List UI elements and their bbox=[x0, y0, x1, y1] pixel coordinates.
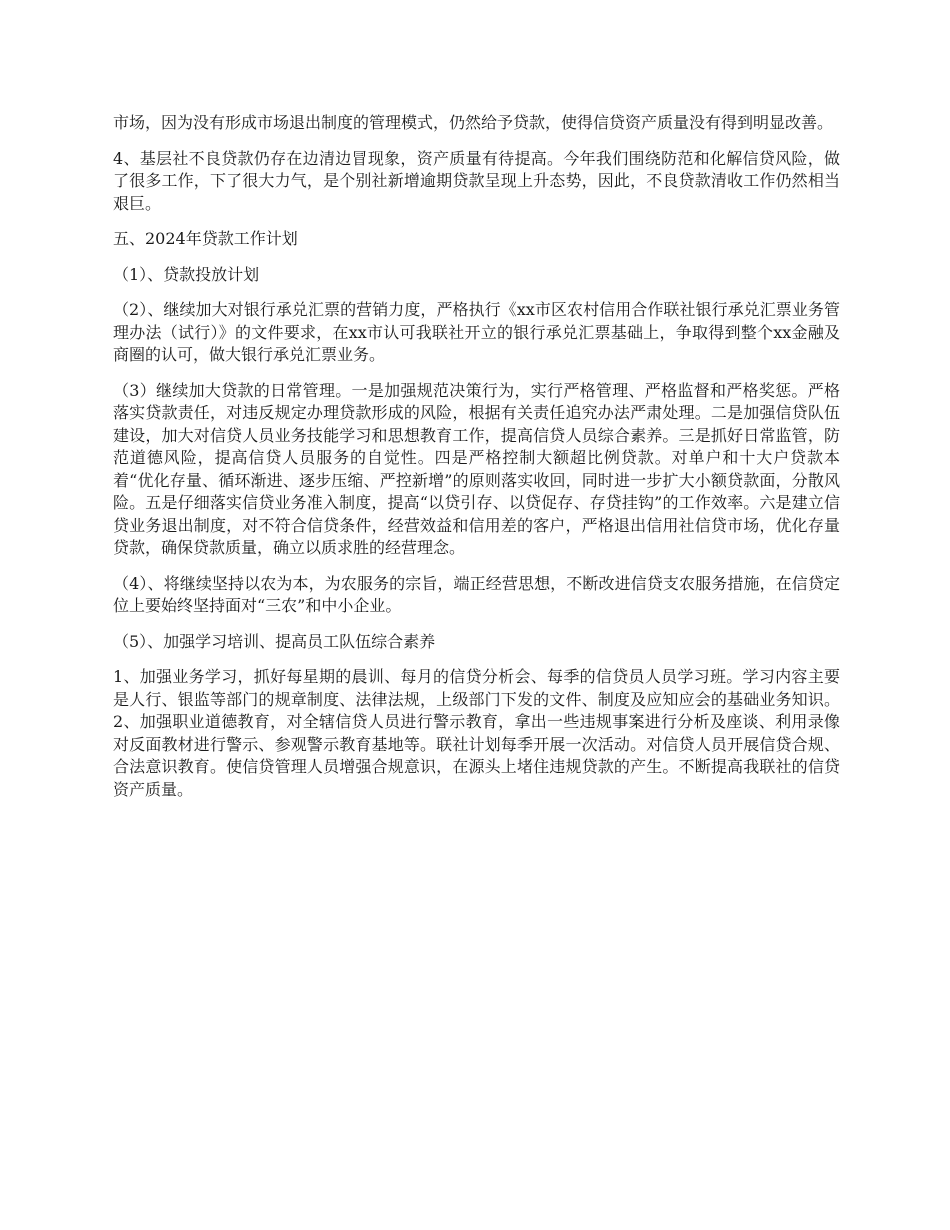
subheading-training: （5）、加强学习培训、提高员工队伍综合素养 bbox=[113, 631, 436, 651]
paragraph-acceptance-bills: （2）、继续加大对银行承兑汇票的营销力度，严格执行《xx市区农村信用合作联社银行承兑汇票业务管理办法（试行）》的文件要求，在xx市认可我联社开立的银行承兑汇票基础上，争取得到整个xx金融及商圈的认可，做大银行承兑汇票业务。 bbox=[113, 300, 840, 364]
subheading-loan-plan: （1）、贷款投放计划 bbox=[113, 264, 260, 284]
section-heading-2024-plan: 五、2024年贷款工作计划 bbox=[113, 229, 298, 248]
paragraph-bad-loans: 4、基层社不良贷款仍存在边清边冒现象，资产质量有待提高。今年我们围绕防范和化解信贷风险，做了很多工作，下了很大力气，是个别社新增逾期贷款呈现上升态势，因此，不良贷款清收工作仍然相当艰巨。 bbox=[113, 148, 840, 213]
paragraph-study-education: 1、加强业务学习，抓好每星期的晨训、每月的信贷分析会、每季的信贷员人员学习班。学习内容主要是人行、银监等部门的规章制度、法律法规，上级部门下发的文件、制度及应知应会的基础业务知识。2、加强职业道德教育，对全辖信贷人员进行警示教育，拿出一些违规事案进行分析及座谈、利用录像对反面教材进行警示、参观警示教育基地等。联社计划每季开展一次活动。对信贷人员开展信贷合规、合法意识教育。使信贷管理人员增强合规意识，在源头上堵住违规贷款的产生。不断提高我联社的信贷资产质量。 bbox=[113, 667, 840, 799]
paragraph-daily-management: （3）继续加大贷款的日常管理。一是加强规范决策行为，实行严格管理、严格监督和严格奖惩。严格落实贷款责任，对违反规定办理贷款形成的风险，根据有关责任追究办法严肃处理。二是加强信贷队伍建设，加大对信贷人员业务技能学习和思想教育工作，提高信贷人员综合素养。三是抓好日常监管，防范道德风险，提高信贷人员服务的自觉性。四是严格控制大额超比例贷款。对单户和十大户贷款本着“优化存量、循环渐进、逐步压缩、严控新增”的原则落实收回，同时进一步扩大小额贷款面，分散风险。五是仔细落实信贷业务准入制度，提高“以贷引存、以贷促存、存贷挂钩”的工作效率。六是建立信贷业务退出制度，对不符合信贷条件，经营效益和信用差的客户，严格退出信用社信贷市场，优化存量贷款，确保贷款质量，确立以质求胜的经营理念。 bbox=[113, 380, 840, 557]
paragraph-agriculture-service: （4）、将继续坚持以农为本，为农服务的宗旨，端正经营思想，不断改进信贷支农服务措施，在信贷定位上要始终坚持面对“三农”和中小企业。 bbox=[113, 573, 840, 615]
paragraph-market-exit: 市场，因为没有形成市场退出制度的管理模式，仍然给予贷款，使得信贷资产质量没有得到明显改善。 bbox=[113, 113, 834, 132]
